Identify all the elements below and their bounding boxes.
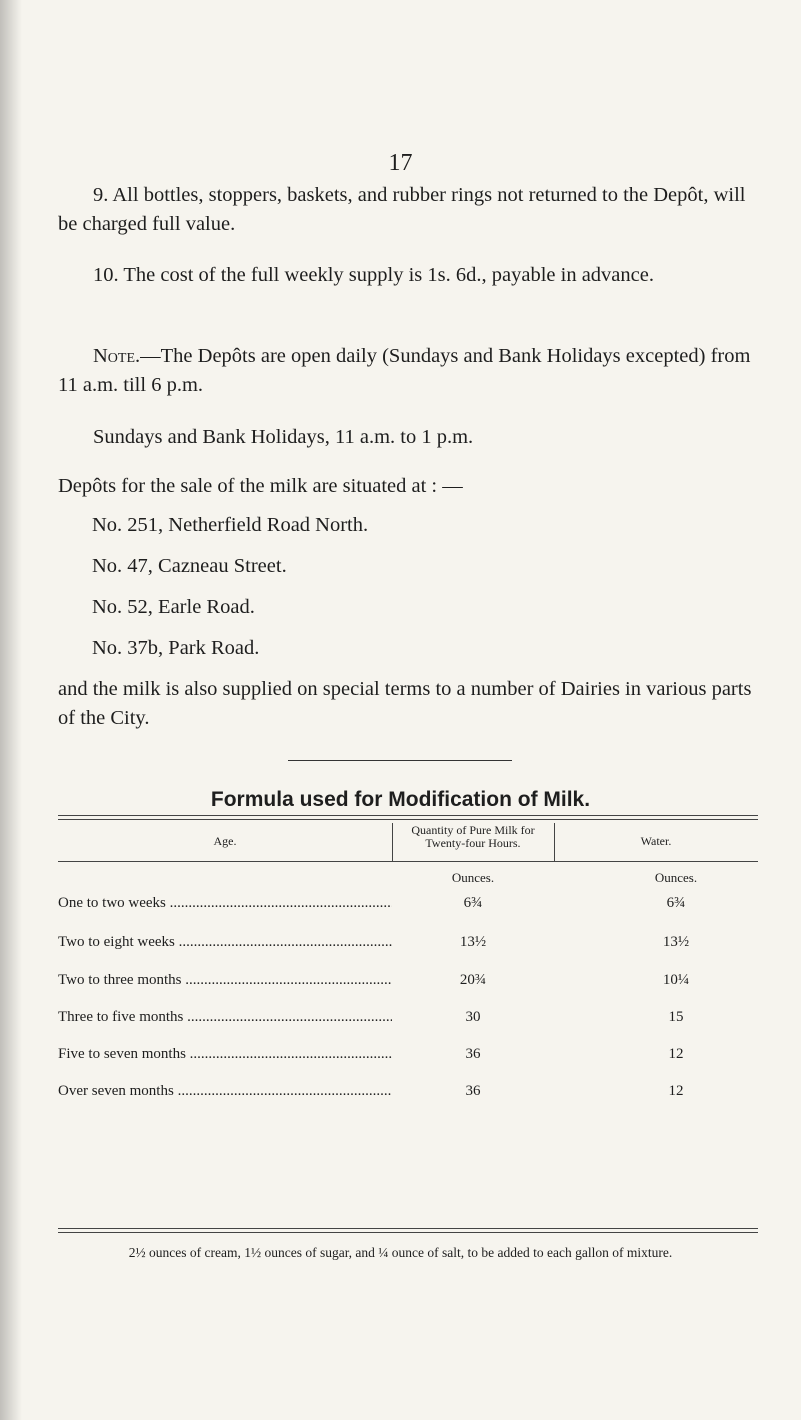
- water-cell: 6¾: [666, 895, 686, 911]
- paragraph-10: 10. The cost of the full weekly supply is 1s. 6d., payable in advance.: [93, 264, 654, 286]
- quantity-cell: 20¾: [459, 972, 487, 988]
- water-cell: 15: [668, 1009, 684, 1025]
- depot-item: No. 37b, Park Road.: [92, 637, 260, 659]
- age-cell: Two to three months .....: [58, 972, 392, 989]
- column-divider: [392, 823, 393, 861]
- depot-item: No. 47, Cazneau Street.: [92, 555, 287, 577]
- note-paragraph: [58, 342, 758, 400]
- header-water: Water.: [640, 834, 672, 848]
- units-quantity: Ounces.: [451, 870, 495, 885]
- quantity-cell: 6¾: [463, 895, 483, 911]
- table-bottom-rule: [58, 1228, 758, 1229]
- table-footnote: 2½ ounces of cream, 1½ ounces of sugar, and ¼ ounce of salt, to be added to each gallon of mixture.: [128, 1245, 673, 1260]
- table-bottom-rule: [58, 1232, 758, 1233]
- table-top-rule: [58, 819, 758, 820]
- header-age: Age.: [213, 834, 237, 848]
- section-divider: [288, 760, 512, 761]
- header-rule: [58, 861, 758, 862]
- depot-item: No. 52, Earle Road.: [92, 596, 255, 618]
- quantity-cell: 36: [465, 1046, 481, 1062]
- binding-shadow: [0, 0, 22, 1420]
- note-label: Note.: [93, 345, 141, 367]
- table-top-rule: [58, 815, 758, 816]
- units-water: Ounces.: [654, 870, 698, 885]
- age-cell: One to two weeks .....: [58, 895, 392, 912]
- header-quantity: Quantity of Pure Milk for Twenty-four Hours.: [411, 823, 535, 850]
- sundays-hours: Sundays and Bank Holidays, 11 a.m. to 1 p.m.: [93, 426, 474, 448]
- quantity-cell: 30: [465, 1009, 481, 1025]
- column-divider: [554, 823, 555, 861]
- table-heading: Formula used for Modification of Milk.: [210, 788, 591, 811]
- depot-item: No. 251, Netherfield Road North.: [92, 514, 369, 536]
- depots-intro: Depôts for the sale of the milk are situated at : —: [58, 475, 463, 497]
- age-cell: Two to eight weeks .....: [58, 934, 392, 951]
- paragraph-9: 9. All bottles, stoppers, baskets, and rubber rings not returned to the Depôt, will be charged full value.: [58, 184, 746, 235]
- age-cell: Three to five months .....: [58, 1009, 392, 1026]
- age-cell: Five to seven months .....: [58, 1046, 392, 1063]
- water-cell: 12: [668, 1083, 684, 1099]
- note-text: —The Depôts are open daily (Sundays and Bank Holidays excepted) from 11 a.m. till 6 p.m.: [58, 345, 751, 396]
- water-cell: 12: [668, 1046, 684, 1062]
- water-cell: 10¼: [662, 972, 690, 988]
- quantity-cell: 36: [465, 1083, 481, 1099]
- quantity-cell: 13½: [459, 934, 487, 950]
- closing-paragraph: and the milk is also supplied on special terms to a number of Dairies in various parts of the City.: [58, 678, 752, 729]
- age-cell: Over seven months .....: [58, 1083, 392, 1100]
- water-cell: 13½: [662, 934, 690, 950]
- page-number: 17: [388, 150, 413, 176]
